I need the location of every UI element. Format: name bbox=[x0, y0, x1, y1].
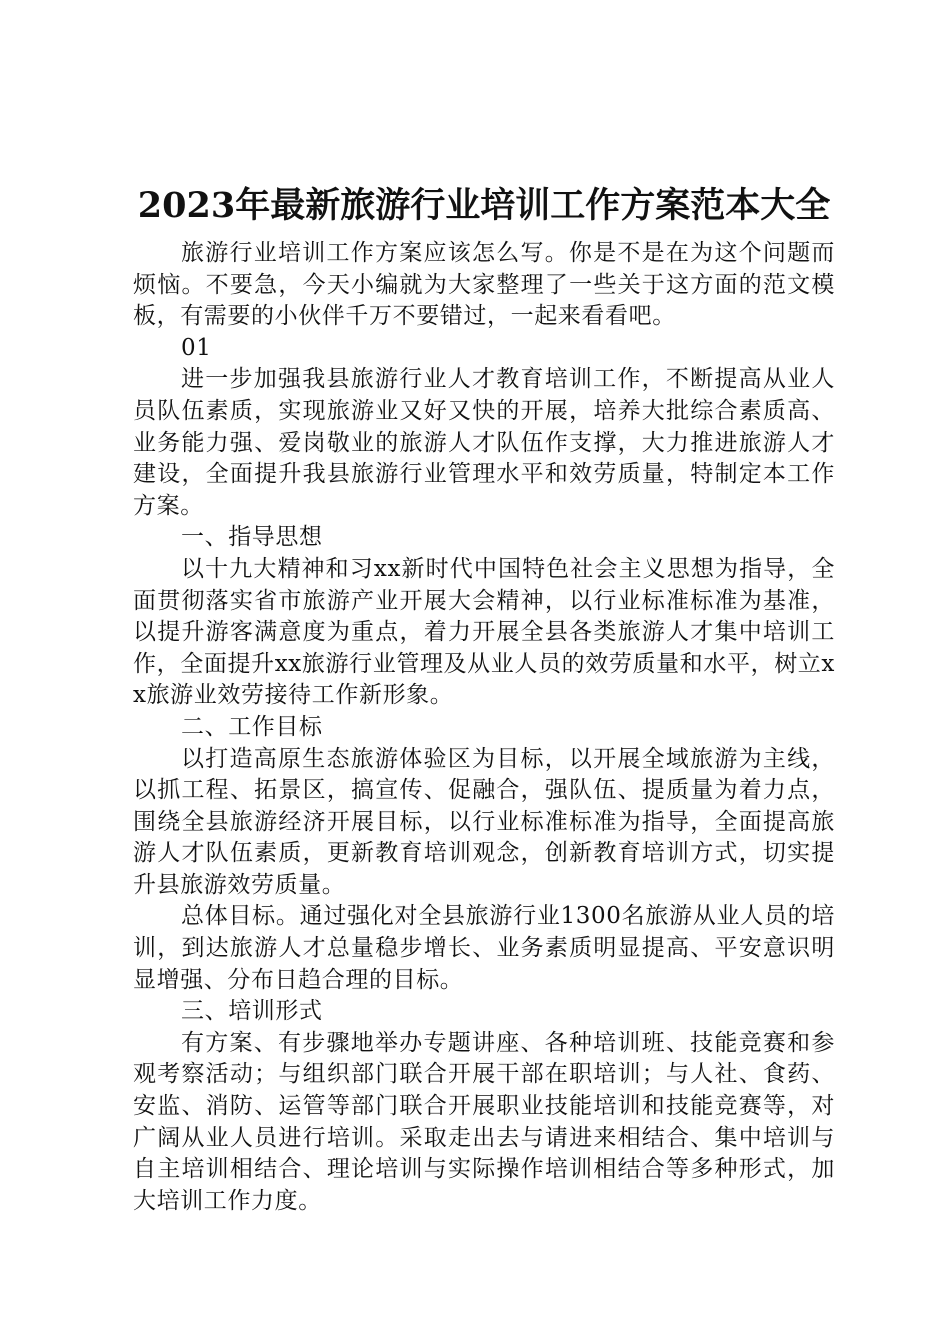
document-page bbox=[133, 184, 835, 1217]
work-goal-paragraph: 以打造高原生态旅游体验区为目标，以开展全域旅游为主线，以抓工程、拓景区，搞宣传、促融合，强队伍、提质量为着力点，围绕全县旅游经济开展目标，以行业标准标准为指导，全面提高旅游人才队伍素质，更新教育培训观念，创新教育培训方式，切实提升县旅游效劳质量。 bbox=[133, 745, 835, 898]
purpose-paragraph: 进一步加强我县旅游行业人才教育培训工作，不断提高从业人员队伍素质，实现旅游业又好又快的开展，培养大批综合素质高、业务能力强、爱岗敬业的旅游人才队伍作支撑，大力推进旅游人才建设，全面提升我县旅游行业管理水平和效劳质量，特制定本工作方案。 bbox=[133, 366, 835, 519]
document-title: 2023年最新旅游行业培训工作方案范本大全 bbox=[137, 185, 831, 226]
guiding-thought-paragraph: 以十九大精神和习xx新时代中国特色社会主义思想为指导，全面贯彻落实省市旅游产业开展大会精神，以行业标准标准为基准，以提升游客满意度为重点，着力开展全县各类旅游人才集中培训工作，全面提升xx旅游行业管理及从业人员的效劳质量和水平，树立xx旅游业效劳接待工作新形象。 bbox=[133, 555, 835, 709]
heading-training-form: 三、培训形式 bbox=[181, 998, 323, 1025]
section-number: 01 bbox=[181, 334, 212, 361]
heading-work-goal: 二、工作目标 bbox=[181, 713, 323, 740]
overall-goal-paragraph: 总体目标。通过强化对全县旅游行业1300名旅游从业人员的培训，到达旅游人才总量稳步增长、业务素质明显提高、平安意识明显增强、分布日趋合理的目标。 bbox=[133, 903, 835, 993]
training-form-paragraph: 有方案、有步骤地举办专题讲座、各种培训班、技能竞赛和参观考察活动；与组织部门联合开展干部在职培训；与人社、食药、安监、消防、运管等部门联合开展职业技能培训和技能竞赛等，对广阔从业人员进行培训。采取走出去与请进来相结合、集中培训与自主培训相结合、理论培训与实际操作培训相结合等多种形式，加大培训工作力度。 bbox=[133, 1029, 835, 1214]
intro-paragraph: 旅游行业培训工作方案应该怎么写。你是不是在为这个问题而烦恼。不要急，今天小编就为大家整理了一些关于这方面的范文模板，有需要的小伙伴千万不要错过，一起来看看吧。 bbox=[133, 240, 835, 330]
heading-guiding-thought: 一、指导思想 bbox=[181, 524, 323, 551]
